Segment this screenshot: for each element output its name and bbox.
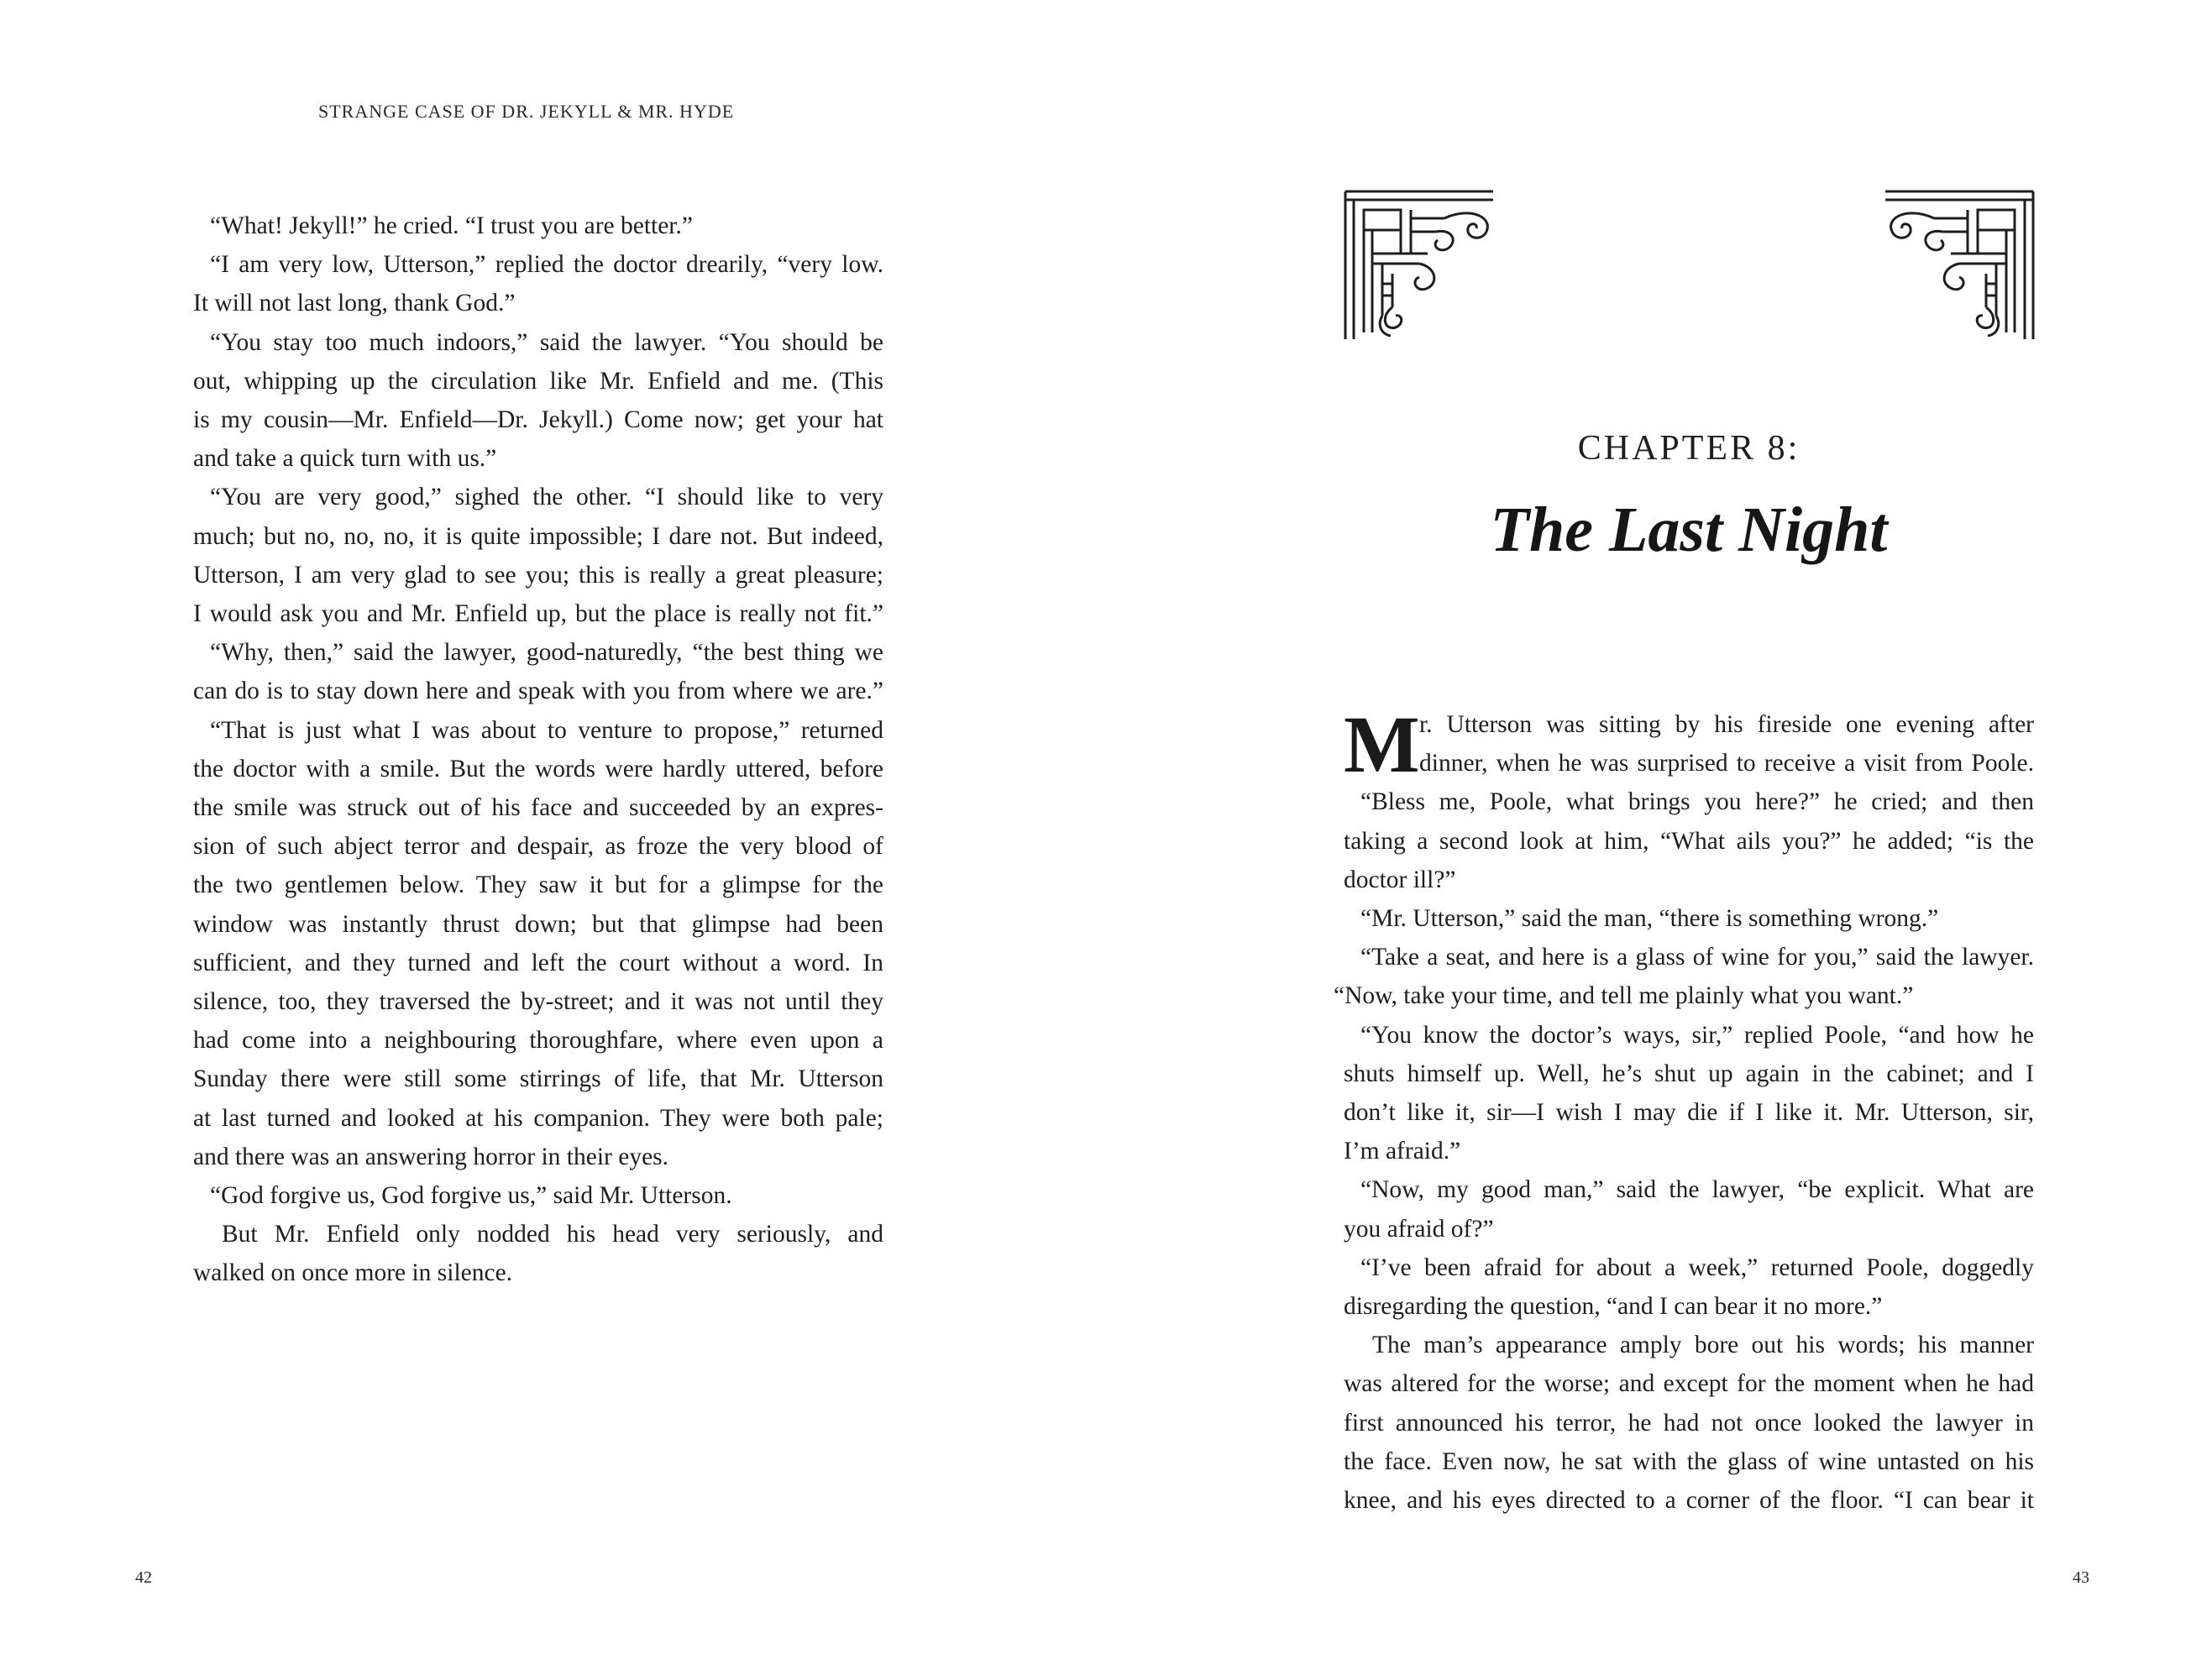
text-line: taking a second look at him, “What ails you?” he added; “is the xyxy=(1344,827,2034,855)
page-number-left: 42 xyxy=(135,1568,152,1587)
text-line: sion of such abject terror and despair, as froze the very blood of xyxy=(193,833,883,861)
chapter-label: CHAPTER 8: xyxy=(1577,429,1801,468)
text-line: “What! Jekyll!” he cried. “I trust you are better.” xyxy=(210,212,693,239)
text-line: doctor ill?” xyxy=(1344,866,1456,893)
text-line: disregarding the question, “and I can bear it no more.” xyxy=(1344,1293,1883,1321)
text-line: window was instantly thrust down; but that glimpse had been xyxy=(193,910,883,938)
text-line: the smile was struck out of his face and succeeded by an expres- xyxy=(193,794,883,822)
text-line: had come into a neighbouring thoroughfare, where even upon a xyxy=(193,1027,883,1055)
text-line: don’t like it, sir—I wish I may die if I like it. Mr. Utterson, sir, xyxy=(1344,1099,2034,1127)
right-page-body xyxy=(1334,699,2041,1520)
text-line: is my cousin—Mr. Enfield—Dr. Jekyll.) Come now; get your hat xyxy=(193,406,883,434)
text-line: “Why, then,” said the lawyer, good-naturedly, “the best thing we xyxy=(210,639,883,667)
text-line: Utterson, I am very glad to see you; this is really a great pleasure; xyxy=(193,561,883,589)
text-line: was altered for the worse; and except for the moment when he had xyxy=(1344,1370,2034,1398)
text-line: out, whipping up the circulation like Mr. Enfield and me. (This xyxy=(193,367,883,395)
text-line: silence, too, they traversed the by-street; and it was not until they xyxy=(193,988,883,1016)
chapter-title: The Last Night xyxy=(1490,495,1888,565)
text-line: “You know the doctor’s ways, sir,” replied Poole, “and how he xyxy=(1360,1021,2034,1049)
text-line: The man’s appearance amply bore out his words; his manner xyxy=(1372,1332,2034,1359)
text-line: “I’ve been afraid for about a week,” returned Poole, doggedly xyxy=(1360,1253,2034,1281)
left-page-body xyxy=(193,207,890,1293)
text-line: shuts himself up. Well, he’s shut up again in the cabinet; and I xyxy=(1344,1060,2034,1087)
text-line: r. Utterson was sitting by his fireside one evening after xyxy=(1419,711,2034,738)
text-line: I would ask you and Mr. Enfield up, but the place is really not fit.” xyxy=(193,600,883,628)
text-line: “You stay too much indoors,” said the lawyer. “You should be xyxy=(210,328,883,356)
text-line: It will not last long, thank God.” xyxy=(193,290,516,317)
text-line: “I am very low, Utterson,” replied the doctor drearily, “very low. xyxy=(210,251,883,279)
text-line: and take a quick turn with us.” xyxy=(193,445,497,473)
text-line: “Mr. Utterson,” said the man, “there is something wrong.” xyxy=(1360,905,1939,933)
text-line: “Now, take your time, and tell me plainly what you want.” xyxy=(1334,982,1914,1010)
drop-cap-paragraph xyxy=(1344,699,2041,789)
text-line: “Now, my good man,” said the lawyer, “be explicit. What are xyxy=(1360,1176,2034,1204)
text-line: the two gentlemen below. They saw it but for a glimpse for the xyxy=(193,871,883,899)
text-line: “Take a seat, and here is a glass of wine for you,” said the lawyer. xyxy=(1360,944,2034,971)
text-line: at last turned and looked at his companion. They were both pale; xyxy=(193,1104,883,1132)
text-line: you afraid of?” xyxy=(1344,1215,1494,1243)
text-line: “You are very good,” sighed the other. “I should like to very xyxy=(210,484,883,511)
page-number-right: 43 xyxy=(2073,1568,2089,1587)
running-head: STRANGE CASE OF DR. JEKYLL & MR. HYDE xyxy=(318,101,735,122)
text-line: the doctor with a smile. But the words were hardly uttered, before xyxy=(193,755,883,782)
drop-cap: M xyxy=(1344,699,1420,789)
text-line: Sunday there were still some stirrings of life, that Mr. Utterson xyxy=(193,1065,883,1093)
text-line: walked on once more in silence. xyxy=(193,1259,513,1287)
text-line: knee, and his eyes directed to a corner of the floor. “I can bear it xyxy=(1344,1487,2034,1515)
text-line: much; but no, no, no, it is quite impossible; I dare not. But indeed, xyxy=(193,522,883,550)
text-line: first announced his terror, he had not once looked the lawyer in xyxy=(1344,1409,2034,1437)
text-line: “Bless me, Poole, what brings you here?” he cried; and then xyxy=(1360,788,2034,816)
text-line: and there was an answering horror in their eyes. xyxy=(193,1143,669,1170)
text-line: dinner, when he was surprised to receive a visit from Poole. xyxy=(1419,750,2034,777)
text-line: But Mr. Enfield only nodded his head very seriously, and xyxy=(222,1221,883,1248)
text-line: the face. Even now, he sat with the glass of wine untasted on his xyxy=(1344,1447,2034,1475)
corner-ornament-right xyxy=(1884,190,2035,341)
text-line: I’m afraid.” xyxy=(1344,1138,1461,1165)
text-line: “That is just what I was about to venture to propose,” returned xyxy=(210,716,883,744)
text-line: can do is to stay down here and speak with you from where we are.” xyxy=(193,678,883,705)
text-line: “God forgive us, God forgive us,” said Mr. Utterson. xyxy=(210,1182,732,1210)
text-line: sufficient, and they turned and left the court without a word. In xyxy=(193,949,883,976)
corner-ornament-left xyxy=(1344,190,1495,341)
